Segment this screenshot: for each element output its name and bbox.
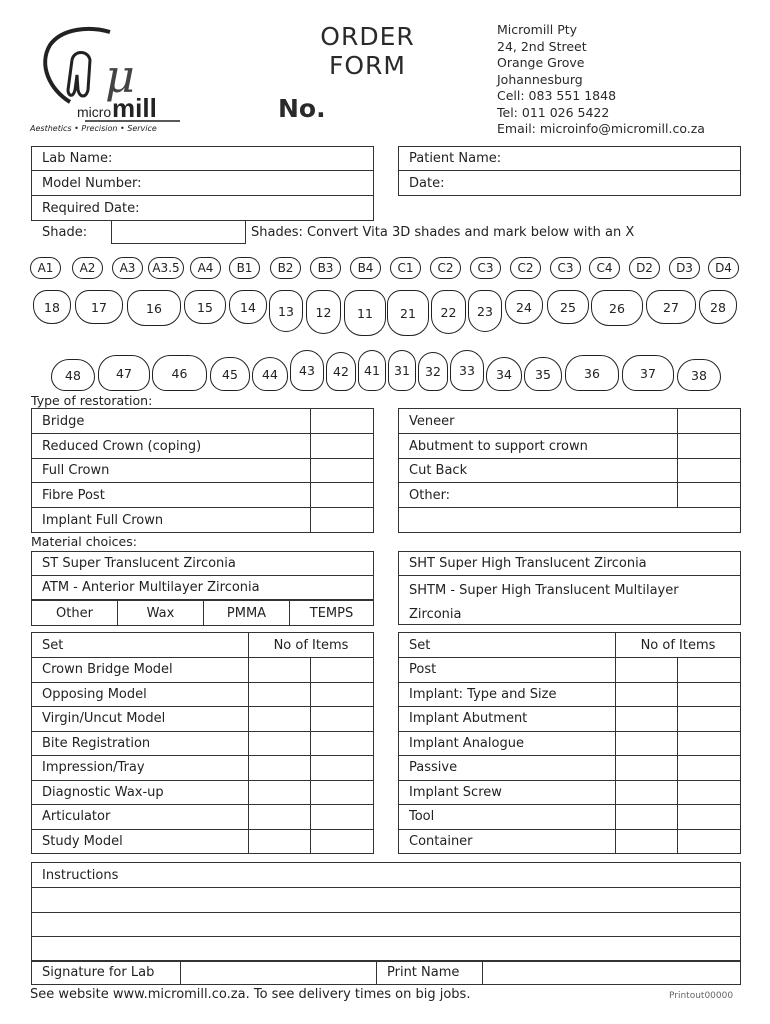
shade-option[interactable]: B1 — [229, 257, 260, 279]
company-address — [497, 22, 705, 138]
restoration-other-field[interactable] — [399, 508, 741, 533]
shade-instruction: Shades: Convert Vita 3D shades and mark below with an X — [251, 225, 635, 240]
item-count-cell[interactable] — [678, 829, 741, 854]
tooth-36[interactable]: 36 — [565, 355, 619, 391]
item-label: Tool — [399, 805, 616, 830]
tooth-37[interactable]: 37 — [622, 355, 674, 391]
item-count-cell[interactable] — [249, 780, 311, 805]
item-count-cell[interactable] — [249, 658, 311, 683]
svg-text:μ: μ — [105, 49, 135, 103]
instructions-line[interactable] — [32, 912, 741, 937]
item-count-cell[interactable] — [249, 756, 311, 781]
item-count-cell[interactable] — [311, 682, 374, 707]
tooth-27[interactable]: 27 — [646, 290, 696, 324]
signature-label: Signature for Lab — [32, 961, 181, 985]
shade-option[interactable]: C3 — [470, 257, 501, 279]
item-count-cell[interactable] — [616, 707, 678, 732]
tooth-31[interactable]: 31 — [388, 350, 416, 391]
count-header: No of Items — [249, 633, 374, 658]
item-label: Bite Registration — [32, 731, 249, 756]
item-count-cell[interactable] — [249, 731, 311, 756]
tooth-28[interactable]: 28 — [699, 290, 737, 324]
item-label: Impression/Tray — [32, 756, 249, 781]
tooth-32[interactable]: 32 — [418, 352, 448, 391]
shade-option[interactable]: C4 — [589, 257, 620, 279]
restoration-option: Veneer — [399, 409, 678, 434]
address-line: Email: microinfo@micromill.co.za — [497, 121, 705, 136]
restoration-option: Cut Back — [399, 459, 678, 483]
restoration-option: Bridge — [32, 409, 311, 434]
shade-option[interactable]: A4 — [190, 257, 221, 279]
order-number-label: No. — [278, 94, 326, 123]
shade-option[interactable]: C2 — [430, 257, 461, 279]
tooth-16[interactable]: 16 — [127, 290, 181, 326]
item-label: Container — [399, 829, 616, 854]
tooth-26[interactable]: 26 — [591, 290, 643, 326]
tooth-48[interactable]: 48 — [51, 359, 95, 391]
address-line: Micromill Pty — [497, 22, 578, 37]
item-count-cell[interactable] — [616, 829, 678, 854]
item-count-cell[interactable] — [311, 707, 374, 732]
item-count-cell[interactable] — [616, 805, 678, 830]
tooth-45[interactable]: 45 — [210, 357, 250, 391]
shade-option[interactable]: A1 — [30, 257, 61, 279]
tooth-15[interactable]: 15 — [184, 290, 226, 324]
address-line: Orange Grove — [497, 55, 585, 70]
item-count-cell[interactable] — [616, 658, 678, 683]
item-label: Study Model — [32, 829, 249, 854]
shade-option[interactable]: B3 — [310, 257, 341, 279]
tooth-38[interactable]: 38 — [677, 359, 721, 391]
tooth-24[interactable]: 24 — [505, 290, 543, 324]
title-form: FORM — [329, 51, 406, 80]
restoration-option: Abutment to support crown — [399, 434, 678, 459]
item-count-cell[interactable] — [249, 805, 311, 830]
tooth-22[interactable]: 22 — [431, 290, 466, 334]
shade-option[interactable]: D2 — [629, 257, 660, 279]
set-header: Set — [399, 633, 616, 658]
shade-option[interactable]: C1 — [390, 257, 421, 279]
items-table-right — [398, 632, 741, 854]
restoration-checkbox[interactable] — [311, 434, 374, 459]
item-count-cell[interactable] — [678, 731, 741, 756]
restoration-checkbox[interactable] — [311, 409, 374, 434]
material-shtm[interactable]: SHTM - Super High Translucent Multilayer Zirconia — [398, 576, 741, 625]
item-count-cell[interactable] — [678, 658, 741, 683]
micromill-logo — [30, 20, 190, 138]
item-count-cell[interactable] — [678, 756, 741, 781]
item-count-cell[interactable] — [249, 682, 311, 707]
tooth-44[interactable]: 44 — [252, 357, 288, 391]
print-name-field[interactable] — [483, 961, 741, 985]
tooth-17[interactable]: 17 — [75, 290, 123, 324]
shade-option[interactable]: B2 — [270, 257, 301, 279]
shade-option[interactable]: C3 — [550, 257, 581, 279]
restoration-table-right — [398, 408, 741, 533]
tooth-23[interactable]: 23 — [468, 290, 502, 332]
item-count-cell[interactable] — [616, 756, 678, 781]
logo-micro: micro — [77, 104, 112, 120]
item-label: Virgin/Uncut Model — [32, 707, 249, 732]
item-count-cell[interactable] — [616, 682, 678, 707]
items-table-left — [31, 632, 374, 854]
shade-option[interactable]: A3 — [112, 257, 143, 279]
item-count-cell[interactable] — [249, 707, 311, 732]
print-name-label: Print Name — [377, 961, 483, 985]
instructions-label: Instructions — [32, 863, 741, 888]
address-line: Tel: 011 026 5422 — [497, 104, 610, 120]
tooth-34[interactable]: 34 — [486, 357, 522, 391]
shade-label: Shade: — [42, 225, 88, 240]
item-count-cell[interactable] — [311, 805, 374, 830]
item-count-cell[interactable] — [311, 658, 374, 683]
item-count-cell[interactable] — [311, 756, 374, 781]
logo-mill: mill — [112, 93, 157, 123]
tooth-11[interactable]: 11 — [344, 290, 386, 336]
material-sht[interactable]: SHT Super High Translucent Zirconia — [398, 551, 741, 576]
footer-note: See website www.micromill.co.za. To see delivery times on big jobs. — [30, 987, 471, 1002]
restoration-option: Reduced Crown (coping) — [32, 434, 311, 459]
tooth-33[interactable]: 33 — [450, 350, 484, 391]
restoration-checkbox[interactable] — [678, 483, 741, 508]
tooth-18[interactable]: 18 — [33, 290, 71, 324]
tooth-42[interactable]: 42 — [326, 352, 356, 391]
shade-option[interactable]: D4 — [708, 257, 739, 279]
tooth-47[interactable]: 47 — [98, 355, 150, 391]
tooth-41[interactable]: 41 — [358, 350, 386, 391]
address-line: Cell: 083 551 1848 — [497, 88, 617, 103]
page-title — [300, 22, 435, 80]
material-st[interactable]: ST Super Translucent Zirconia — [31, 551, 374, 576]
item-label: Articulator — [32, 805, 249, 830]
tooth-46[interactable]: 46 — [152, 355, 207, 391]
shade-option[interactable]: B4 — [350, 257, 381, 279]
instructions-line[interactable] — [32, 937, 741, 962]
item-label: Opposing Model — [32, 682, 249, 707]
title-order: ORDER — [320, 22, 415, 51]
tooth-13[interactable]: 13 — [269, 290, 303, 332]
shade-option[interactable]: C2 — [510, 257, 541, 279]
material-section-label: Material choices: — [31, 534, 137, 549]
required-date-field[interactable]: Required Date: — [31, 196, 374, 221]
material-atm[interactable]: ATM - Anterior Multilayer Zirconia — [31, 576, 374, 600]
signature-field[interactable] — [181, 961, 377, 985]
date-field[interactable]: Date: — [398, 171, 741, 196]
restoration-table-left — [31, 408, 374, 533]
logo-tagline: Aesthetics • Precision • Service — [30, 124, 157, 133]
item-count-cell[interactable] — [616, 780, 678, 805]
tooth-14[interactable]: 14 — [229, 290, 267, 324]
restoration-checkbox[interactable] — [678, 459, 741, 483]
item-label: Implant: Type and Size — [399, 682, 616, 707]
restoration-checkbox[interactable] — [311, 459, 374, 483]
address-line: 24, 2nd Street — [497, 38, 587, 54]
material-extras — [31, 600, 374, 626]
item-label: Implant Abutment — [399, 707, 616, 732]
item-count-cell[interactable] — [678, 707, 741, 732]
patient-name-field[interactable]: Patient Name: — [398, 146, 741, 171]
item-label: Post — [399, 658, 616, 683]
signature-table — [31, 960, 741, 985]
material-pmma[interactable]: PMMA — [204, 601, 290, 626]
printout-id: Printout00000 — [669, 991, 734, 1001]
shade-input[interactable] — [111, 220, 246, 244]
item-label: Implant Analogue — [399, 731, 616, 756]
item-count-cell[interactable] — [678, 805, 741, 830]
instructions-table — [31, 862, 741, 962]
restoration-checkbox[interactable] — [678, 434, 741, 459]
set-header: Set — [32, 633, 249, 658]
restoration-option: Full Crown — [32, 459, 311, 483]
model-number-field[interactable]: Model Number: — [31, 171, 374, 196]
material-wax[interactable]: Wax — [118, 601, 204, 626]
tooth-21[interactable]: 21 — [387, 290, 429, 336]
count-header: No of Items — [616, 633, 741, 658]
material-other[interactable]: Other — [32, 601, 118, 626]
restoration-checkbox[interactable] — [311, 508, 374, 533]
instructions-line[interactable] — [32, 888, 741, 913]
material-temps[interactable]: TEMPS — [290, 601, 374, 626]
restoration-checkbox[interactable] — [678, 409, 741, 434]
item-count-cell[interactable] — [678, 682, 741, 707]
tooth-12[interactable]: 12 — [306, 290, 341, 334]
item-count-cell[interactable] — [249, 829, 311, 854]
item-label: Passive — [399, 756, 616, 781]
item-count-cell[interactable] — [311, 731, 374, 756]
shade-option[interactable]: D3 — [669, 257, 700, 279]
lab-name-field[interactable]: Lab Name: — [31, 146, 374, 171]
item-count-cell[interactable] — [311, 829, 374, 854]
tooth-43[interactable]: 43 — [290, 350, 324, 391]
item-count-cell[interactable] — [311, 780, 374, 805]
tooth-35[interactable]: 35 — [524, 357, 562, 391]
item-label: Implant Screw — [399, 780, 616, 805]
restoration-option: Other: — [399, 483, 678, 508]
restoration-option: Implant Full Crown — [32, 508, 311, 533]
restoration-option: Fibre Post — [32, 483, 311, 508]
item-count-cell[interactable] — [678, 780, 741, 805]
restoration-checkbox[interactable] — [311, 483, 374, 508]
shade-option[interactable]: A2 — [72, 257, 103, 279]
item-label: Crown Bridge Model — [32, 658, 249, 683]
item-count-cell[interactable] — [616, 731, 678, 756]
item-label: Diagnostic Wax-up — [32, 780, 249, 805]
restoration-section-label: Type of restoration: — [31, 393, 153, 408]
tooth-25[interactable]: 25 — [547, 290, 589, 324]
address-line: Johannesburg — [497, 71, 583, 87]
shade-option[interactable]: A3.5 — [148, 257, 184, 279]
